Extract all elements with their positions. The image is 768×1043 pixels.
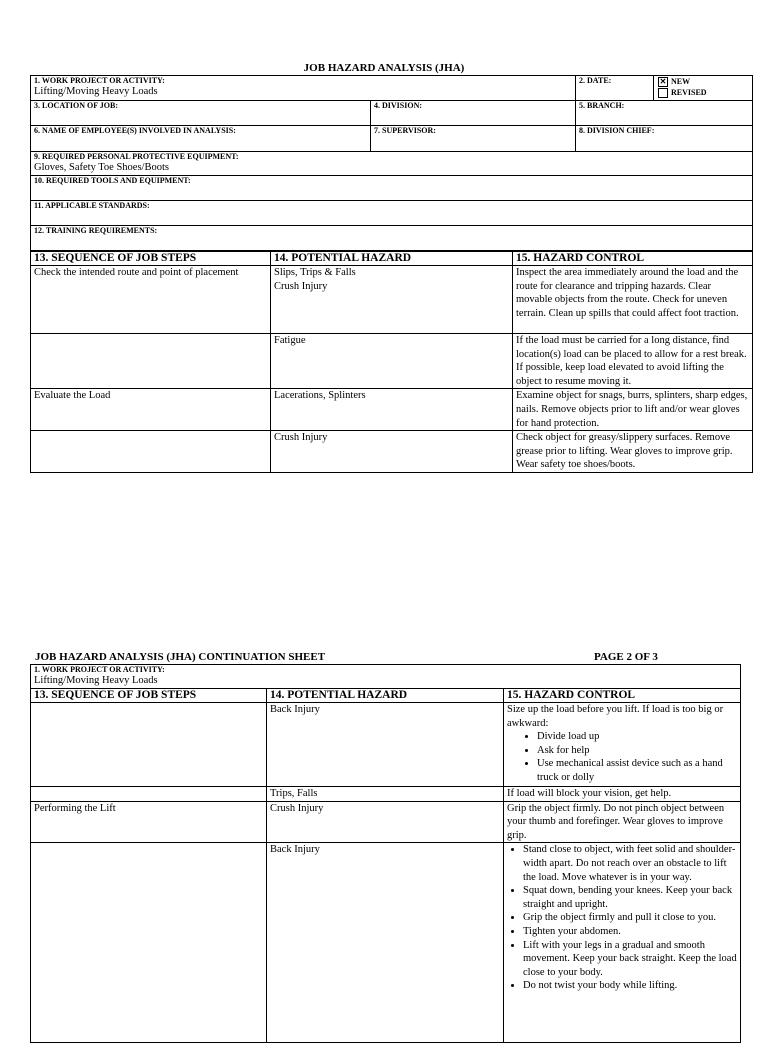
list-item: • Stand close to object, with feet solid and shoulder-width apart. Do not reach over an obstacle to lift the load. Move whatever is in your way.: [523, 843, 737, 884]
list-item: • Tighten your abdomen.: [523, 925, 737, 939]
hazard-cell: Trips, Falls: [267, 787, 504, 802]
continuation-table: [30, 664, 741, 1043]
table-row: [31, 266, 753, 334]
step-cell: Check the intended route and point of placement: [31, 266, 271, 334]
control-cell: [504, 843, 741, 1043]
location-cell: [31, 101, 371, 126]
table-row: [31, 431, 753, 473]
list-item: • Lift with your legs in a gradual and smooth movement. Keep your back straight. Keep the load close to your body.: [523, 939, 737, 980]
control-cell: Grip the object firmly. Do not pinch object between your thumb and forefinger. Wear gloves to improve grip.: [504, 801, 741, 843]
table-row: [31, 334, 753, 389]
work-project-value: Lifting/Moving Heavy Loads: [34, 86, 158, 97]
list-item: • Grip the object firmly and pull it close to you.: [523, 911, 737, 925]
control-cell: Check object for greasy/slippery surfaces. Remove grease prior to lifting. Wear gloves to improve grip. Wear safety toe shoes/boots.: [513, 431, 753, 473]
revised-label: REVISED: [671, 88, 707, 98]
header-control: 15. HAZARD CONTROL: [513, 252, 753, 266]
new-checkbox[interactable]: ✕: [659, 77, 667, 87]
division-chief-cell: [576, 126, 753, 152]
table-row: [31, 389, 753, 431]
list-item: • Do not twist your body while lifting.: [523, 979, 737, 993]
header-steps: 13. SEQUENCE OF JOB STEPS: [31, 252, 271, 266]
ppe-label: 9. REQUIRED PERSONAL PROTECTIVE EQUIPMENT:: [34, 152, 239, 161]
list-item: • Ask for help: [537, 744, 737, 758]
control-bullet-list: [507, 843, 737, 993]
control-cell: If the load must be carried for a long distance, find location(s) load can be placed to allow for a rest break. If possible, keep load elevated to avoid lifting the object to resume moving it.: [513, 334, 753, 389]
continuation-title: JOB HAZARD ANALYSIS (JHA) CONTINUATION SHEET: [35, 651, 326, 663]
page-title: JOB HAZARD ANALYSIS (JHA): [303, 62, 465, 74]
new-revised-cell: [654, 76, 753, 101]
division-chief-label: 8. DIVISION CHIEF:: [579, 126, 655, 135]
employees-cell: [31, 126, 371, 152]
ppe-cell: [31, 152, 753, 176]
table-row: [31, 703, 741, 787]
tools-label: 10. REQUIRED TOOLS AND EQUIPMENT:: [34, 176, 191, 185]
hazard-cell: Fatigue: [271, 334, 513, 389]
hazard-text: Crush Injury: [274, 280, 328, 292]
control-bullet-list: [507, 730, 737, 784]
jha-header-fields: [30, 75, 753, 251]
ppe-value: Gloves, Safety Toe Shoes/Boots: [34, 162, 169, 173]
date-label: 2. DATE:: [579, 76, 612, 85]
work-project-cell: [31, 76, 576, 101]
header-steps: 13. SEQUENCE OF JOB STEPS: [31, 689, 267, 703]
control-intro: Size up the load before you lift. If load is too big or awkward:: [507, 704, 724, 729]
division-label: 4. DIVISION:: [374, 101, 423, 110]
hazard-cell: Crush Injury: [267, 801, 504, 843]
step-cell: Evaluate the Load: [31, 389, 271, 431]
step-cell: [31, 431, 271, 473]
list-item: • Divide load up: [537, 730, 737, 744]
list-item: • Use mechanical assist device such as a hand truck or dolly: [537, 757, 737, 784]
hazard-text: Slips, Trips & Falls: [274, 267, 356, 278]
supervisor-cell: [371, 126, 576, 152]
header-hazard: 14. POTENTIAL HAZARD: [267, 689, 504, 703]
step-cell: [31, 843, 267, 1043]
page-number: PAGE 2 OF 3: [594, 651, 658, 663]
control-cell: If load will block your vision, get help.: [504, 787, 741, 802]
branch-cell: [576, 101, 753, 126]
hazard-cell: Back Injury: [267, 703, 504, 787]
work-project-value: Lifting/Moving Heavy Loads: [34, 675, 158, 686]
header-control: 15. HAZARD CONTROL: [504, 689, 741, 703]
hazard-cell: Crush Injury: [271, 431, 513, 473]
division-cell: [371, 101, 576, 126]
table-row: [31, 787, 741, 802]
standards-cell: [31, 201, 753, 226]
training-cell: [31, 226, 753, 251]
header-hazard: 14. POTENTIAL HAZARD: [271, 252, 513, 266]
hazard-cell: Back Injury: [267, 843, 504, 1043]
step-cell: [31, 787, 267, 802]
hazard-cell: [271, 266, 513, 334]
work-project-label: 1. WORK PROJECT OR ACTIVITY:: [34, 76, 165, 85]
standards-label: 11. APPLICABLE STANDARDS:: [34, 201, 150, 210]
hazard-cell: Lacerations, Splinters: [271, 389, 513, 431]
location-label: 3. LOCATION OF JOB:: [34, 101, 119, 110]
list-item: • Squat down, bending your knees. Keep your back straight and upright.: [523, 884, 737, 911]
employees-label: 6. NAME OF EMPLOYEE(S) INVOLVED IN ANALYSIS:: [34, 126, 236, 135]
table-row: [31, 843, 741, 1043]
work-project-cell: [31, 665, 741, 689]
hazard-table: [30, 251, 753, 473]
step-cell: [31, 703, 267, 787]
step-cell: [31, 334, 271, 389]
branch-label: 5. BRANCH:: [579, 101, 625, 110]
table-row: [31, 801, 741, 843]
control-cell: Examine object for snags, burrs, splinters, sharp edges, nails. Remove objects prior to lift and/or wear gloves for hand protection.: [513, 389, 753, 431]
tools-cell: [31, 176, 753, 201]
training-label: 12. TRAINING REQUIREMENTS:: [34, 226, 158, 235]
control-cell: Inspect the area immediately around the load and the route for clearance and tripping hazards. Clear movable objects from the route. Check for uneven terrain. Clean up spills that could affect foot traction.: [513, 266, 753, 334]
date-cell: [576, 76, 654, 101]
work-project-label: 1. WORK PROJECT OR ACTIVITY:: [34, 665, 165, 674]
control-cell: [504, 703, 741, 787]
supervisor-label: 7. SUPERVISOR:: [374, 126, 436, 135]
revised-checkbox[interactable]: [658, 88, 668, 98]
new-label: NEW: [671, 77, 691, 86]
step-cell: Performing the Lift: [31, 801, 267, 843]
